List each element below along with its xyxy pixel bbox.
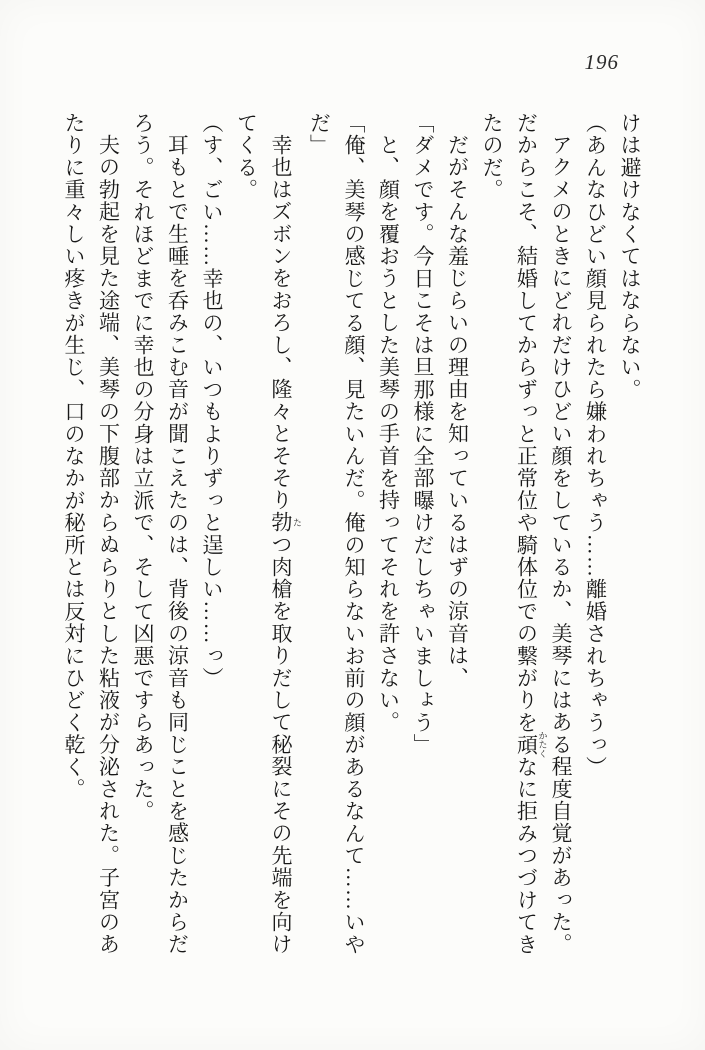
vertical-text-block: [57, 112, 648, 964]
page-number: 196: [584, 50, 619, 74]
paragraph: 夫の勃起を見た途端、美琴の下腹部からぬらりとした粘液が分泌された。子宮のあたりに重々しい疼きが生じ、口のなかが秘所とは反対にひどく乾く。: [62, 112, 121, 956]
paragraph: と、顔を覆おうとした美琴の手首を持ってそれを許さない。: [376, 134, 401, 734]
paragraph: 「ダメです。今日こそは旦那様に全部曝けだしちゃいましょう」: [411, 112, 435, 756]
paragraph: （あんなひどい顔見られたら嫌われちゃう……離婚されちゃうっ）: [583, 112, 608, 778]
paragraph: 「俺、美琴の感じてる顔、見たいんだ。俺の知らないお前の顔があるなんて……いやだ」: [307, 112, 366, 956]
paragraph: だがそんな羞じらいの理由を知っているはずの涼音は、: [445, 134, 470, 689]
paragraph: （す、ごい……幸也の、いつもよりずっと逞しい……っ）: [200, 112, 224, 690]
paragraph: けは避けなくてはならない。: [618, 112, 642, 401]
paragraph: 耳もとで生唾を呑みこむ音が聞こえたのは、背後の涼音も同じことを感じたからだろう。それほどまでに幸也の分身は立派で、そして凶悪ですらあった。: [131, 112, 190, 956]
paragraph: 幸也はズボンをおろし、隆々とそそり勃 たつ肉槍を取りだして秘裂にその先端を向けてくる。: [234, 112, 302, 956]
paragraph: アクメのときにどれだけひどい顔をしているか、美琴にはある程度自覚があった。だからこそ、結婚してからずっと正常位や騎体位での繋がりを頑 かたくなに拒みつづけてきたのだ。: [480, 112, 573, 956]
